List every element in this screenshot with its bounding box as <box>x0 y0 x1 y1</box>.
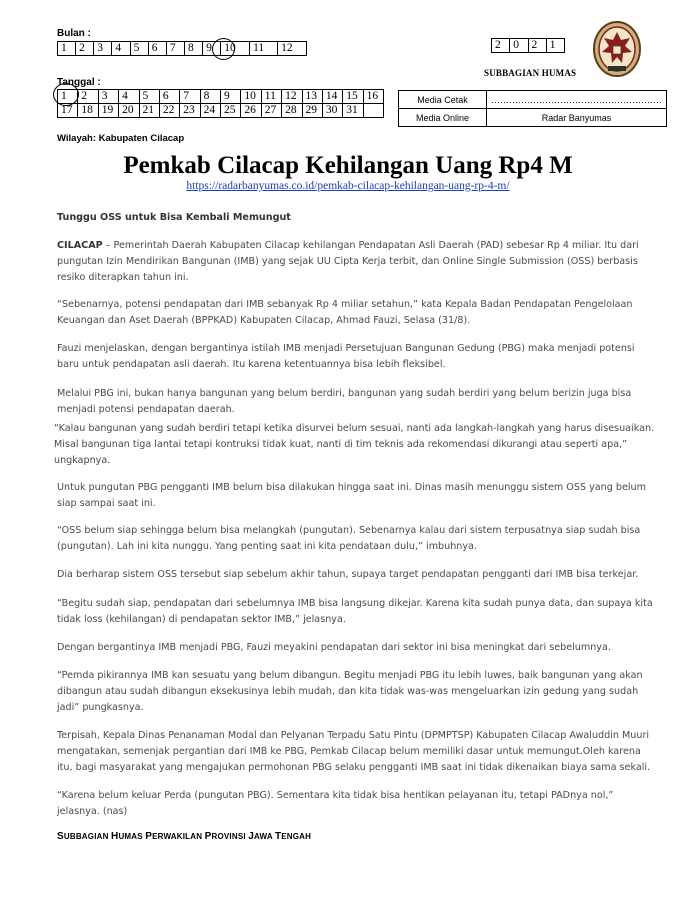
media-cetak-label: Media Cetak <box>399 91 487 109</box>
date-cell: 10 <box>241 90 261 104</box>
footer-office-label <box>57 831 311 842</box>
date-cell: 4 <box>119 90 139 104</box>
date-cell: 25 <box>221 104 241 118</box>
month-cell: 9 <box>203 42 221 56</box>
date-cell: 20 <box>119 104 139 118</box>
article-dateline: CILACAP <box>57 240 103 251</box>
article-paragraph: Dengan bergantinya IMB menjadi PBG, Fauzi meyakini pendapatan dari sektor ini bisa meningkat dari sebelumnya. <box>57 642 611 653</box>
date-cell: 29 <box>302 104 322 118</box>
article-paragraph: “Sebenarnya, potensi pendapatan dari IMB sebanyak Rp 4 miliar setahun,” kata Kepala Badan Pendapatan Pengelolaan Keuangan dan Aset Daerah (BPPKAD) Kabupaten Cilacap, Ahmad Fauzi, Selasa (31/8). <box>57 299 633 326</box>
date-grid <box>57 89 384 118</box>
media-table <box>398 90 667 127</box>
footer-text-part: P <box>204 831 212 842</box>
date-cell: 18 <box>78 104 98 118</box>
date-cell: 16 <box>363 90 383 104</box>
footer-text-part: UMAS <box>118 832 146 841</box>
media-online-label: Media Online <box>399 109 487 127</box>
bulan-label: Bulan : <box>57 28 91 39</box>
article-body <box>54 210 657 820</box>
month-cell: 8 <box>184 42 202 56</box>
wilayah-label: Wilayah: Kabupaten Cilacap <box>57 133 185 144</box>
article-paragraph: “Kalau bangunan yang sudah berdiri tetapi ketika disurvei belum sesuai, nanti ada langkah-langkah yang harus disesuaikan. Misal bangunan tiga lantai tetapi kontruksi tidak kuat, nanti di tim teknis ada rekomendasi dikurangi atau seperti apa,” ungkapnya. <box>54 423 655 466</box>
month-cell: 3 <box>94 42 112 56</box>
article-paragraph: Untuk pungutan PBG pengganti IMB belum bisa dilakukan hingga saat ini. Dinas masih menunggu sistem OSS yang belum siap sampai saat ini. <box>57 482 646 509</box>
month-cell: 4 <box>112 42 130 56</box>
date-cell: 21 <box>139 104 159 118</box>
date-cell: 2 <box>78 90 98 104</box>
media-cetak-value: ………………………………………………… <box>487 91 667 109</box>
date-cell: 17 <box>58 104 78 118</box>
tanggal-label: Tanggal : <box>57 77 101 88</box>
date-cell: 7 <box>180 90 200 104</box>
article-paragraph: Terpisah, Kepala Dinas Penanaman Modal dan Pelyanan Terpadu Satu Pintu (DPMPTSP) Kabupaten Cilacap Awaluddin Muuri mengatakan, semenjak pergantian dari IMB ke PBG, Pemkab Cilacap belum memiliki dasar untuk memungut.Oleh karena itu, bagi masyarakat yang mengajukan permohonan PBG selaku pengganti IMB saat ini tidak dikenaikan biaya sama sekali. <box>57 730 651 773</box>
footer-text-part: AWA <box>253 832 275 841</box>
media-online-value: Radar Banyumas <box>487 109 667 127</box>
footer-text-part: ENGAH <box>281 832 312 841</box>
date-cell: 14 <box>322 90 342 104</box>
year-digit-cell: 2 <box>528 39 546 53</box>
date-cell: 23 <box>180 104 200 118</box>
date-cell: 5 <box>139 90 159 104</box>
year-grid <box>491 38 565 53</box>
footer-text-part: T <box>274 831 282 842</box>
article-url-link[interactable]: https://radarbanyumas.co.id/pemkab-cilacap-kehilangan-uang-rp-4-m/ <box>186 180 510 192</box>
article-paragraph: Dia berharap sistem OSS tersebut siap sebelum akhir tahun, supaya target pendapatan pengganti dari IMB bisa terkejar. <box>57 569 639 580</box>
article-paragraph: “Karena belum keluar Perda (pungutan PBG). Sementara kita tidak bisa hentikan pelayanan itu, tetapi PADnya nol,” jelasnya. (nas) <box>57 790 614 817</box>
footer-text-part: ERWAKILAN <box>152 832 205 841</box>
article-paragraph: “Pemda pikirannya IMB kan sesuatu yang belum dibangun. Begitu menjadi PBG itu lebih luwes, baik bangunan yang akan dibangun atau sudah dibangun eksekusinya lebih mudah, dan kita tidak was-was mengeluarkan izin gedung yang sudah jadi” pungkasnya. <box>57 670 643 713</box>
date-cell: 28 <box>282 104 302 118</box>
footer-text-part: P <box>145 831 153 842</box>
date-cell <box>363 104 383 118</box>
date-cell: 30 <box>322 104 342 118</box>
date-cell: 1 <box>58 90 78 104</box>
date-cell: 22 <box>159 104 179 118</box>
month-cell: 1 <box>58 42 76 56</box>
article-paragraph: Fauzi menjelaskan, dengan bergantinya istilah IMB menjadi Persetujuan Bangunan Gedung (PBG) maka menjadi potensi baru untuk pendapatan asli daerah. Itu karena ketentuannya bisa lebih fleksibel. <box>57 343 635 370</box>
month-grid <box>57 41 307 56</box>
month-cell: 7 <box>166 42 184 56</box>
article-lead-text: – Pemerintah Daerah Kabupaten Cilacap kehilangan Pendapatan Asli Daerah (PAD) sebesar Rp 4 miliar. Itu dari pungutan Izin Mendirikan Bangunan (IMB) yang sejak UU Cipta Kerja terbit, dan Online Single Submission (OSS) berbasis resiko diterapkan tahun ini. <box>57 240 639 283</box>
article-paragraph: “Begitu sudah siap, pendapatan dari sebelumnya IMB bisa langsung dikejar. Karena kita sudah punya data, dan supaya kita tidak loss (kehilangan) di pendapatan sektor IMB,” jelasnya. <box>57 598 653 625</box>
footer-text-part: H <box>111 831 119 842</box>
year-digit-cell: 1 <box>546 39 564 53</box>
date-cell: 19 <box>98 104 118 118</box>
selected-month-circle <box>212 38 235 60</box>
article-paragraph: Melalui PBG ini, bukan hanya bangunan yang belum berdiri, bangunan yang sudah berdiri yang belum berizin juga bisa menjadi potensi pendapatan daerah. <box>57 388 632 415</box>
subbagian-humas-label: SUBBAGIAN HUMAS <box>484 68 577 78</box>
date-cell: 27 <box>261 104 281 118</box>
year-digit-cell: 2 <box>492 39 510 53</box>
date-cell: 13 <box>302 90 322 104</box>
date-cell: 15 <box>343 90 363 104</box>
footer-text-part: UBBAGIAN <box>63 832 112 841</box>
year-digit-cell: 0 <box>510 39 528 53</box>
garuda-emblem-icon <box>592 20 642 78</box>
article-paragraph <box>57 238 657 286</box>
footer-text-part: ROVINSI <box>211 832 249 841</box>
date-cell: 12 <box>282 90 302 104</box>
date-cell: 6 <box>159 90 179 104</box>
footer-text-part: S <box>57 831 64 842</box>
date-cell: 3 <box>98 90 118 104</box>
article-headline: Pemkab Cilacap Kehilangan Uang Rp4 M <box>123 152 573 179</box>
month-cell: 10 <box>221 42 250 56</box>
month-cell: 11 <box>250 42 278 56</box>
date-cell: 9 <box>221 90 241 104</box>
footer-text-part: J <box>248 831 254 842</box>
month-cell: 2 <box>76 42 94 56</box>
article-subheading: Tunggu OSS untuk Bisa Kembali Memungut <box>57 212 291 223</box>
article-paragraph: “OSS belum siap sehingga belum bisa melangkah (pungutan). Sebenarnya kalau dari sistem terpusatnya siap sudah bisa (pungutan). Lah ini kita nunggu. Yang penting saat ini kita pendataan dulu,” imbuhnya. <box>57 525 641 552</box>
date-cell: 24 <box>200 104 220 118</box>
month-cell: 12 <box>278 42 307 56</box>
date-cell: 8 <box>200 90 220 104</box>
date-cell: 31 <box>343 104 363 118</box>
date-cell: 26 <box>241 104 261 118</box>
month-cell: 6 <box>148 42 166 56</box>
selected-date-circle <box>53 83 79 106</box>
month-cell: 5 <box>130 42 148 56</box>
date-cell: 11 <box>261 90 281 104</box>
